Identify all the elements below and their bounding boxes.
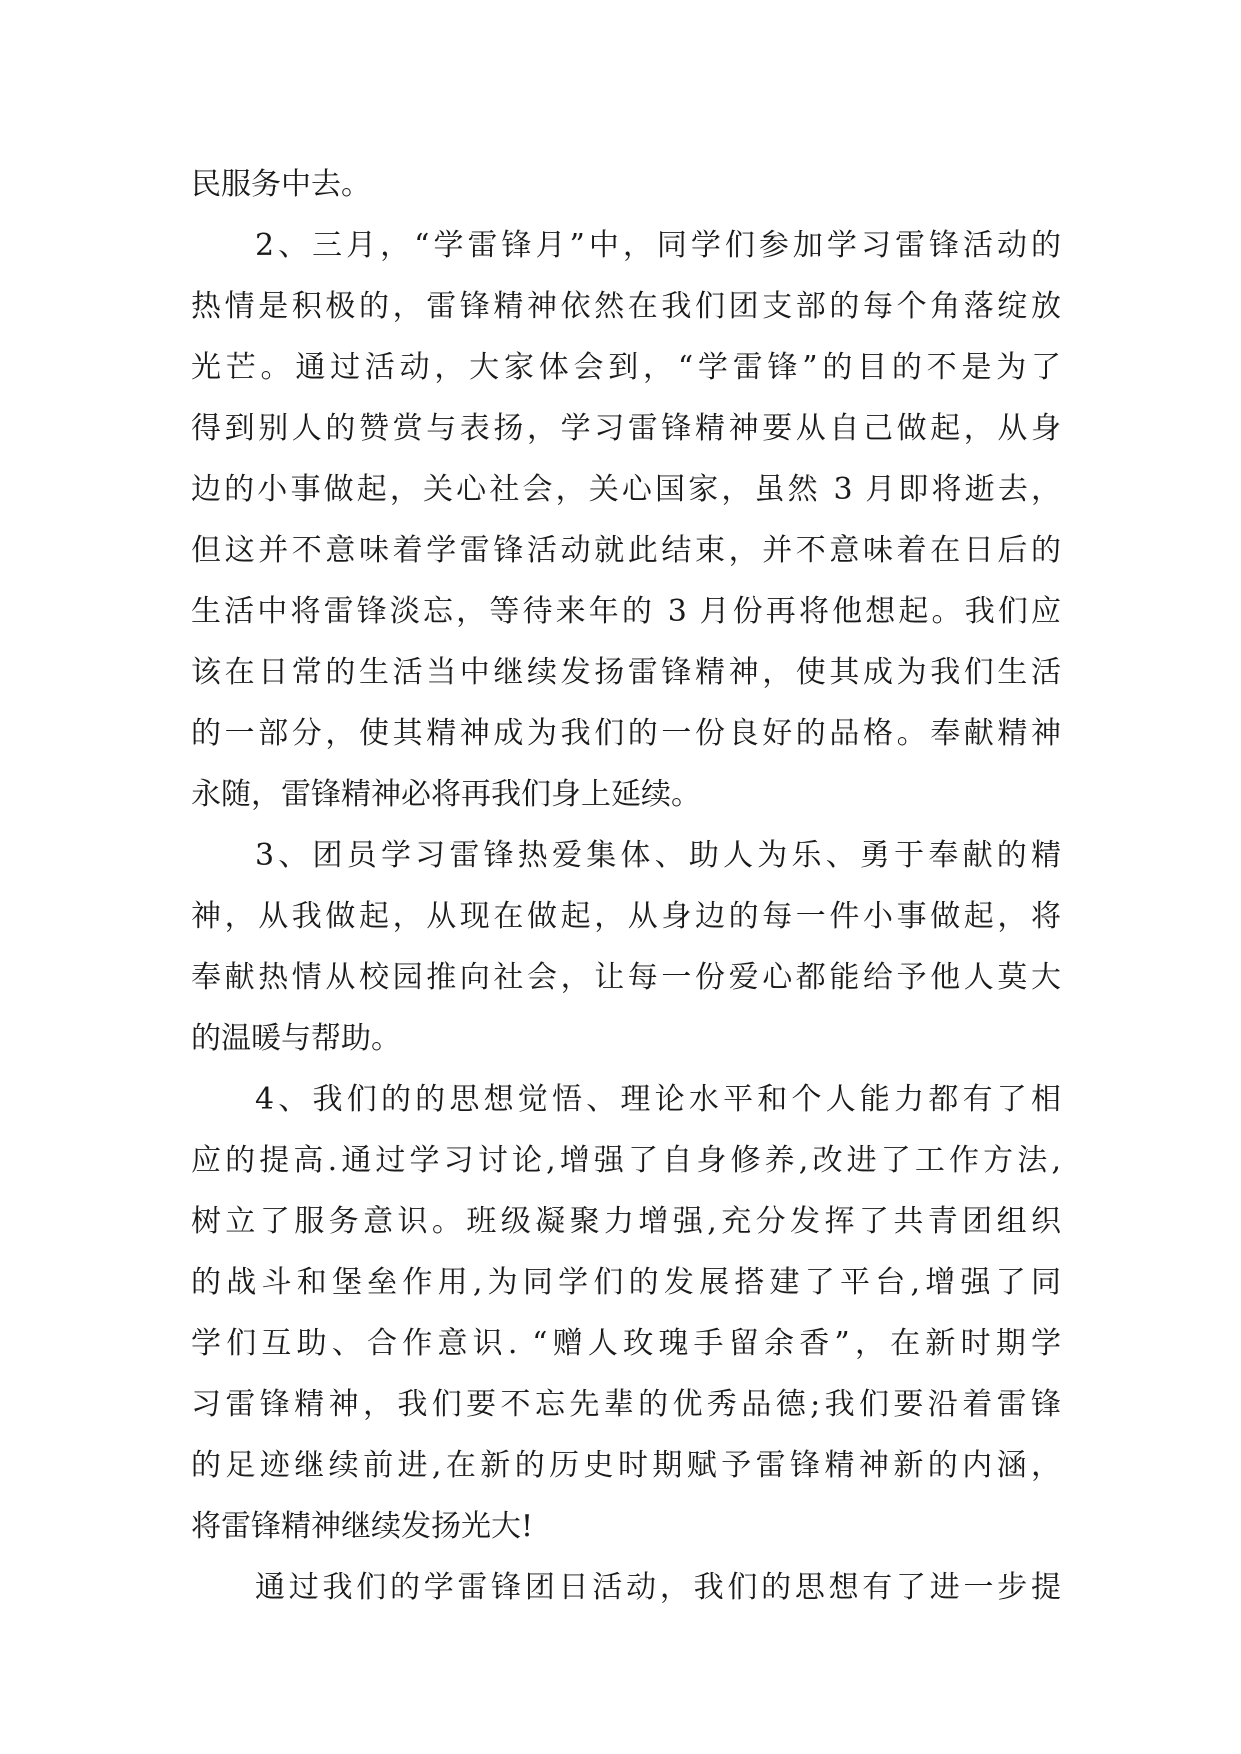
text-line: 学们互助、合作意识. “赠人玫瑰手留余香”，在新时期学 — [191, 1326, 1061, 1361]
text-line: 3、团员学习雷锋热爱集体、助人为乐、勇于奉献的精 — [255, 838, 1061, 873]
text-line: 的足迹继续前进,在新的历史时期赋予雷锋精神新的内涵， — [191, 1448, 1061, 1483]
text-line: 应的提高.通过学习讨论,增强了自身修养,改进了工作方法, — [191, 1143, 1061, 1178]
text-line: 的战斗和堡垒作用,为同学们的发展搭建了平台,增强了同 — [191, 1265, 1061, 1300]
text-line: 得到别人的赞赏与表扬，学习雷锋精神要从自己做起，从身 — [191, 411, 1061, 446]
text-line: 4、我们的的思想觉悟、理论水平和个人能力都有了相 — [255, 1082, 1061, 1117]
text-line: 边的小事做起，关心社会，关心国家，虽然 3 月即将逝去， — [191, 472, 1061, 507]
text-line: 习雷锋精神，我们要不忘先辈的优秀品德;我们要沿着雷锋 — [191, 1387, 1061, 1422]
text-line: 将雷锋精神继续发扬光大! — [191, 1509, 534, 1544]
text-line: 生活中将雷锋淡忘，等待来年的 3 月份再将他想起。我们应 — [191, 594, 1061, 629]
text-line: 光芒。通过活动，大家体会到，“学雷锋”的目的不是为了 — [191, 350, 1061, 385]
text-line: 2、三月，“学雷锋月”中，同学们参加学习雷锋活动的 — [255, 228, 1061, 263]
body-text — [191, 154, 1061, 1618]
text-line: 的温暖与帮助。 — [191, 1021, 401, 1056]
text-line: 但这并不意味着学雷锋活动就此结束，并不意味着在日后的 — [191, 533, 1061, 568]
text-line: 通过我们的学雷锋团日活动，我们的思想有了进一步提 — [255, 1570, 1061, 1605]
text-line: 永随，雷锋精神必将再我们身上延续。 — [191, 777, 701, 812]
text-line: 奉献热情从校园推向社会，让每一份爱心都能给予他人莫大 — [191, 960, 1061, 995]
text-line: 树立了服务意识。班级凝聚力增强,充分发挥了共青团组织 — [191, 1204, 1061, 1239]
text-line: 该在日常的生活当中继续发扬雷锋精神，使其成为我们生活 — [191, 655, 1061, 690]
text-line: 民服务中去。 — [191, 167, 371, 202]
text-line: 热情是积极的，雷锋精神依然在我们团支部的每个角落绽放 — [191, 289, 1061, 324]
text-line: 神，从我做起，从现在做起，从身边的每一件小事做起，将 — [191, 899, 1061, 934]
text-line: 的一部分，使其精神成为我们的一份良好的品格。奉献精神 — [191, 716, 1061, 751]
